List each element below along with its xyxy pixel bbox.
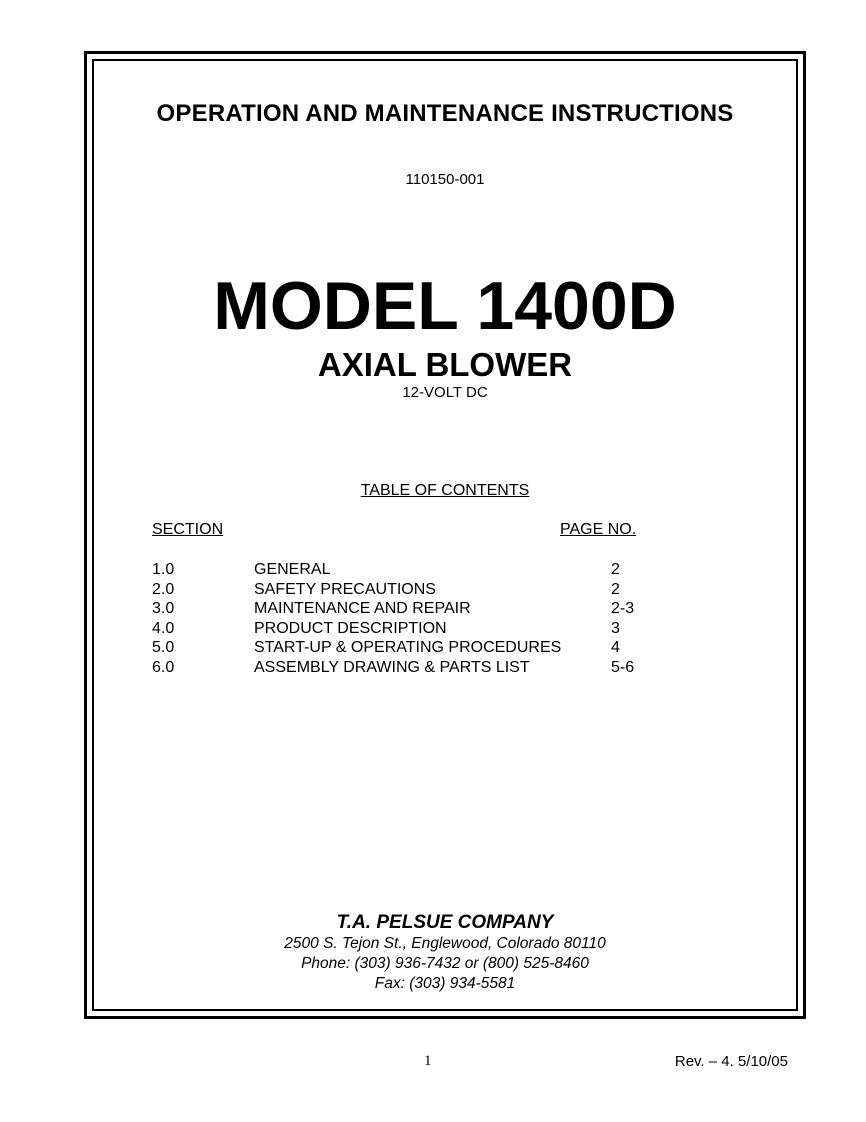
- toc-section-title: START-UP & OPERATING PROCEDURES: [254, 639, 562, 657]
- toc-section-title: GENERAL: [254, 561, 331, 578]
- toc-section-title: MAINTENANCE AND REPAIR: [254, 600, 471, 618]
- document-number: 110150-001: [405, 171, 485, 188]
- toc-section-header: SECTION: [152, 521, 224, 538]
- product-voltage: 12-VOLT DC: [402, 384, 488, 401]
- toc-row: [152, 619, 672, 639]
- toc-section-number: 4.0: [152, 619, 175, 637]
- toc-section-number: 5.0: [152, 639, 175, 657]
- toc-page-number: 2-3: [611, 600, 635, 618]
- model-title: MODEL 1400D: [213, 268, 677, 344]
- toc-row: [152, 658, 672, 678]
- toc-section-title: ASSEMBLY DRAWING & PARTS LIST: [254, 658, 530, 676]
- toc-section-number: 6.0: [152, 658, 175, 676]
- toc-page-header: PAGE NO.: [560, 521, 637, 538]
- company-fax: Fax: (303) 934-5581: [374, 975, 516, 992]
- toc-row: [152, 638, 672, 658]
- toc-row: [152, 599, 672, 619]
- document-title: OPERATION AND MAINTENANCE INSTRUCTIONS: [156, 100, 734, 127]
- revision-info: Rev. – 4. 5/10/05: [674, 1053, 788, 1070]
- toc-page-number: 2: [611, 561, 620, 578]
- toc-section-title: SAFETY PRECAUTIONS: [254, 580, 436, 598]
- toc-row: [152, 560, 672, 580]
- toc-page-number: 4: [611, 639, 620, 657]
- toc-section-title: PRODUCT DESCRIPTION: [254, 619, 447, 637]
- toc-row: [152, 580, 672, 600]
- toc-page-number: 5-6: [611, 658, 635, 676]
- company-address: 2500 S. Tejon St., Englewood, Colorado 80110: [284, 935, 606, 952]
- company-name: T.A. PELSUE COMPANY: [336, 912, 554, 933]
- company-phone: Phone: (303) 936-7432 or (800) 525-8460: [301, 955, 589, 972]
- toc-page-number: 3: [611, 619, 620, 637]
- page-number: 1: [424, 1053, 432, 1069]
- toc-list: [152, 560, 672, 678]
- product-name: AXIAL BLOWER: [317, 346, 573, 383]
- toc-page-number: 2: [611, 580, 620, 598]
- toc-title: TABLE OF CONTENTS: [360, 482, 530, 499]
- toc-section-number: 2.0: [152, 580, 175, 598]
- toc-section-number: 3.0: [152, 600, 175, 618]
- toc-section-number: 1.0: [152, 561, 175, 578]
